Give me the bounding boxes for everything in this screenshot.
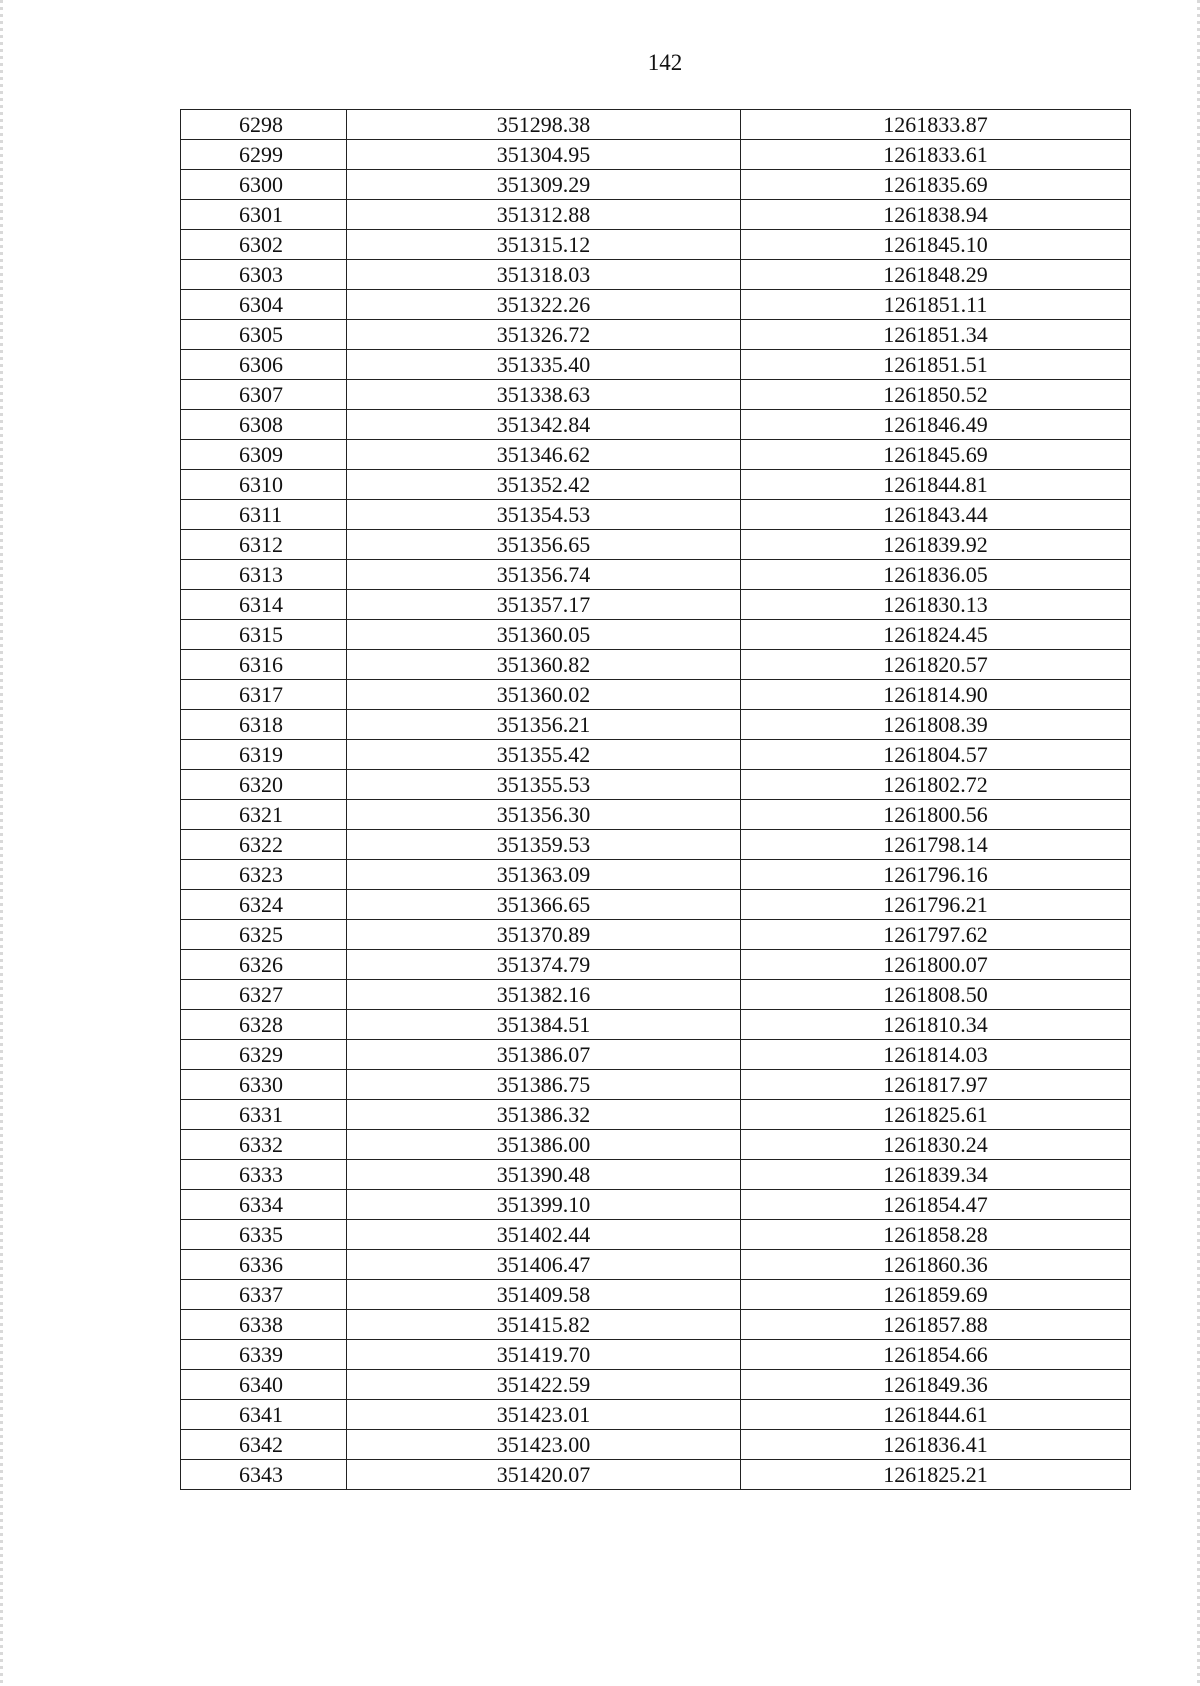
point-number-cell: 6324 bbox=[181, 890, 347, 920]
point-number-cell: 6319 bbox=[181, 740, 347, 770]
x-coordinate-cell: 351356.21 bbox=[347, 710, 741, 740]
point-number-cell: 6311 bbox=[181, 500, 347, 530]
y-coordinate-cell: 1261800.56 bbox=[741, 800, 1131, 830]
table-row bbox=[181, 380, 1131, 410]
y-coordinate-cell: 1261830.24 bbox=[741, 1130, 1131, 1160]
y-coordinate-cell: 1261843.44 bbox=[741, 500, 1131, 530]
x-coordinate-cell: 351386.32 bbox=[347, 1100, 741, 1130]
x-coordinate-cell: 351360.05 bbox=[347, 620, 741, 650]
table-row bbox=[181, 140, 1131, 170]
point-number-cell: 6300 bbox=[181, 170, 347, 200]
point-number-cell: 6343 bbox=[181, 1460, 347, 1490]
table-row bbox=[181, 950, 1131, 980]
table-row bbox=[181, 440, 1131, 470]
point-number-cell: 6334 bbox=[181, 1190, 347, 1220]
table-row bbox=[181, 290, 1131, 320]
y-coordinate-cell: 1261854.47 bbox=[741, 1190, 1131, 1220]
table-row bbox=[181, 590, 1131, 620]
coordinate-table-container bbox=[180, 109, 1131, 1490]
point-number-cell: 6312 bbox=[181, 530, 347, 560]
x-coordinate-cell: 351304.95 bbox=[347, 140, 741, 170]
y-coordinate-cell: 1261854.66 bbox=[741, 1340, 1131, 1370]
point-number-cell: 6339 bbox=[181, 1340, 347, 1370]
y-coordinate-cell: 1261849.36 bbox=[741, 1370, 1131, 1400]
table-row bbox=[181, 1070, 1131, 1100]
table-row bbox=[181, 230, 1131, 260]
y-coordinate-cell: 1261851.34 bbox=[741, 320, 1131, 350]
table-row bbox=[181, 1400, 1131, 1430]
x-coordinate-cell: 351346.62 bbox=[347, 440, 741, 470]
table-row bbox=[181, 710, 1131, 740]
x-coordinate-cell: 351357.17 bbox=[347, 590, 741, 620]
y-coordinate-cell: 1261844.81 bbox=[741, 470, 1131, 500]
point-number-cell: 6317 bbox=[181, 680, 347, 710]
point-number-cell: 6322 bbox=[181, 830, 347, 860]
y-coordinate-cell: 1261839.34 bbox=[741, 1160, 1131, 1190]
y-coordinate-cell: 1261814.03 bbox=[741, 1040, 1131, 1070]
point-number-cell: 6332 bbox=[181, 1130, 347, 1160]
point-number-cell: 6340 bbox=[181, 1370, 347, 1400]
point-number-cell: 6335 bbox=[181, 1220, 347, 1250]
y-coordinate-cell: 1261835.69 bbox=[741, 170, 1131, 200]
page-number: 142 bbox=[647, 50, 683, 75]
point-number-cell: 6309 bbox=[181, 440, 347, 470]
x-coordinate-cell: 351359.53 bbox=[347, 830, 741, 860]
coordinate-table bbox=[180, 109, 1131, 1490]
table-row bbox=[181, 170, 1131, 200]
point-number-cell: 6304 bbox=[181, 290, 347, 320]
point-number-cell: 6299 bbox=[181, 140, 347, 170]
table-row bbox=[181, 1220, 1131, 1250]
table-row bbox=[181, 1010, 1131, 1040]
y-coordinate-cell: 1261810.34 bbox=[741, 1010, 1131, 1040]
x-coordinate-cell: 351406.47 bbox=[347, 1250, 741, 1280]
x-coordinate-cell: 351309.29 bbox=[347, 170, 741, 200]
y-coordinate-cell: 1261804.57 bbox=[741, 740, 1131, 770]
x-coordinate-cell: 351419.70 bbox=[347, 1340, 741, 1370]
table-row bbox=[181, 800, 1131, 830]
x-coordinate-cell: 351312.88 bbox=[347, 200, 741, 230]
y-coordinate-cell: 1261796.16 bbox=[741, 860, 1131, 890]
point-number-cell: 6303 bbox=[181, 260, 347, 290]
table-row bbox=[181, 740, 1131, 770]
point-number-cell: 6318 bbox=[181, 710, 347, 740]
y-coordinate-cell: 1261845.10 bbox=[741, 230, 1131, 260]
x-coordinate-cell: 351374.79 bbox=[347, 950, 741, 980]
x-coordinate-cell: 351355.42 bbox=[347, 740, 741, 770]
y-coordinate-cell: 1261851.51 bbox=[741, 350, 1131, 380]
x-coordinate-cell: 351356.65 bbox=[347, 530, 741, 560]
point-number-cell: 6313 bbox=[181, 560, 347, 590]
point-number-cell: 6326 bbox=[181, 950, 347, 980]
scan-edge-left bbox=[0, 0, 3, 1686]
y-coordinate-cell: 1261850.52 bbox=[741, 380, 1131, 410]
x-coordinate-cell: 351356.74 bbox=[347, 560, 741, 590]
point-number-cell: 6305 bbox=[181, 320, 347, 350]
x-coordinate-cell: 351356.30 bbox=[347, 800, 741, 830]
y-coordinate-cell: 1261860.36 bbox=[741, 1250, 1131, 1280]
table-row bbox=[181, 620, 1131, 650]
point-number-cell: 6302 bbox=[181, 230, 347, 260]
table-row bbox=[181, 860, 1131, 890]
x-coordinate-cell: 351355.53 bbox=[347, 770, 741, 800]
point-number-cell: 6307 bbox=[181, 380, 347, 410]
y-coordinate-cell: 1261838.94 bbox=[741, 200, 1131, 230]
y-coordinate-cell: 1261797.62 bbox=[741, 920, 1131, 950]
x-coordinate-cell: 351423.01 bbox=[347, 1400, 741, 1430]
table-row bbox=[181, 890, 1131, 920]
y-coordinate-cell: 1261824.45 bbox=[741, 620, 1131, 650]
x-coordinate-cell: 351360.02 bbox=[347, 680, 741, 710]
x-coordinate-cell: 351384.51 bbox=[347, 1010, 741, 1040]
point-number-cell: 6338 bbox=[181, 1310, 347, 1340]
y-coordinate-cell: 1261833.87 bbox=[741, 110, 1131, 140]
table-row bbox=[181, 530, 1131, 560]
y-coordinate-cell: 1261851.11 bbox=[741, 290, 1131, 320]
x-coordinate-cell: 351386.07 bbox=[347, 1040, 741, 1070]
point-number-cell: 6333 bbox=[181, 1160, 347, 1190]
x-coordinate-cell: 351422.59 bbox=[347, 1370, 741, 1400]
y-coordinate-cell: 1261858.28 bbox=[741, 1220, 1131, 1250]
point-number-cell: 6321 bbox=[181, 800, 347, 830]
table-row bbox=[181, 320, 1131, 350]
point-number-cell: 6328 bbox=[181, 1010, 347, 1040]
point-number-cell: 6298 bbox=[181, 110, 347, 140]
table-row bbox=[181, 1280, 1131, 1310]
point-number-cell: 6327 bbox=[181, 980, 347, 1010]
point-number-cell: 6330 bbox=[181, 1070, 347, 1100]
table-row bbox=[181, 1250, 1131, 1280]
x-coordinate-cell: 351415.82 bbox=[347, 1310, 741, 1340]
table-row bbox=[181, 1190, 1131, 1220]
table-row bbox=[181, 830, 1131, 860]
table-row bbox=[181, 650, 1131, 680]
y-coordinate-cell: 1261800.07 bbox=[741, 950, 1131, 980]
point-number-cell: 6325 bbox=[181, 920, 347, 950]
y-coordinate-cell: 1261808.50 bbox=[741, 980, 1131, 1010]
x-coordinate-cell: 351322.26 bbox=[347, 290, 741, 320]
x-coordinate-cell: 351402.44 bbox=[347, 1220, 741, 1250]
x-coordinate-cell: 351326.72 bbox=[347, 320, 741, 350]
x-coordinate-cell: 351423.00 bbox=[347, 1430, 741, 1460]
table-row bbox=[181, 470, 1131, 500]
x-coordinate-cell: 351352.42 bbox=[347, 470, 741, 500]
y-coordinate-cell: 1261814.90 bbox=[741, 680, 1131, 710]
point-number-cell: 6323 bbox=[181, 860, 347, 890]
point-number-cell: 6337 bbox=[181, 1280, 347, 1310]
point-number-cell: 6329 bbox=[181, 1040, 347, 1070]
x-coordinate-cell: 351342.84 bbox=[347, 410, 741, 440]
table-row bbox=[181, 1340, 1131, 1370]
y-coordinate-cell: 1261859.69 bbox=[741, 1280, 1131, 1310]
y-coordinate-cell: 1261808.39 bbox=[741, 710, 1131, 740]
table-row bbox=[181, 1130, 1131, 1160]
table-row bbox=[181, 680, 1131, 710]
table-row bbox=[181, 920, 1131, 950]
point-number-cell: 6301 bbox=[181, 200, 347, 230]
x-coordinate-cell: 351382.16 bbox=[347, 980, 741, 1010]
table-row bbox=[181, 1370, 1131, 1400]
y-coordinate-cell: 1261836.05 bbox=[741, 560, 1131, 590]
table-row bbox=[181, 980, 1131, 1010]
x-coordinate-cell: 351354.53 bbox=[347, 500, 741, 530]
point-number-cell: 6310 bbox=[181, 470, 347, 500]
x-coordinate-cell: 351370.89 bbox=[347, 920, 741, 950]
y-coordinate-cell: 1261796.21 bbox=[741, 890, 1131, 920]
table-row bbox=[181, 770, 1131, 800]
table-row bbox=[181, 350, 1131, 380]
x-coordinate-cell: 351335.40 bbox=[347, 350, 741, 380]
y-coordinate-cell: 1261833.61 bbox=[741, 140, 1131, 170]
y-coordinate-cell: 1261848.29 bbox=[741, 260, 1131, 290]
y-coordinate-cell: 1261825.21 bbox=[741, 1460, 1131, 1490]
y-coordinate-cell: 1261825.61 bbox=[741, 1100, 1131, 1130]
table-row bbox=[181, 410, 1131, 440]
y-coordinate-cell: 1261836.41 bbox=[741, 1430, 1131, 1460]
x-coordinate-cell: 351318.03 bbox=[347, 260, 741, 290]
y-coordinate-cell: 1261820.57 bbox=[741, 650, 1131, 680]
x-coordinate-cell: 351420.07 bbox=[347, 1460, 741, 1490]
y-coordinate-cell: 1261845.69 bbox=[741, 440, 1131, 470]
point-number-cell: 6306 bbox=[181, 350, 347, 380]
point-number-cell: 6342 bbox=[181, 1430, 347, 1460]
x-coordinate-cell: 351399.10 bbox=[347, 1190, 741, 1220]
x-coordinate-cell: 351360.82 bbox=[347, 650, 741, 680]
point-number-cell: 6320 bbox=[181, 770, 347, 800]
table-row bbox=[181, 200, 1131, 230]
point-number-cell: 6331 bbox=[181, 1100, 347, 1130]
y-coordinate-cell: 1261857.88 bbox=[741, 1310, 1131, 1340]
x-coordinate-cell: 351315.12 bbox=[347, 230, 741, 260]
y-coordinate-cell: 1261839.92 bbox=[741, 530, 1131, 560]
point-number-cell: 6308 bbox=[181, 410, 347, 440]
table-row bbox=[181, 1040, 1131, 1070]
y-coordinate-cell: 1261846.49 bbox=[741, 410, 1131, 440]
table-row bbox=[181, 1160, 1131, 1190]
x-coordinate-cell: 351298.38 bbox=[347, 110, 741, 140]
point-number-cell: 6314 bbox=[181, 590, 347, 620]
point-number-cell: 6341 bbox=[181, 1400, 347, 1430]
coordinate-table-body bbox=[181, 110, 1131, 1490]
y-coordinate-cell: 1261802.72 bbox=[741, 770, 1131, 800]
x-coordinate-cell: 351386.00 bbox=[347, 1130, 741, 1160]
x-coordinate-cell: 351409.58 bbox=[347, 1280, 741, 1310]
table-row bbox=[181, 560, 1131, 590]
y-coordinate-cell: 1261830.13 bbox=[741, 590, 1131, 620]
point-number-cell: 6336 bbox=[181, 1250, 347, 1280]
x-coordinate-cell: 351338.63 bbox=[347, 380, 741, 410]
x-coordinate-cell: 351386.75 bbox=[347, 1070, 741, 1100]
table-row bbox=[181, 260, 1131, 290]
x-coordinate-cell: 351390.48 bbox=[347, 1160, 741, 1190]
table-row bbox=[181, 500, 1131, 530]
point-number-cell: 6315 bbox=[181, 620, 347, 650]
table-row bbox=[181, 1310, 1131, 1340]
y-coordinate-cell: 1261844.61 bbox=[741, 1400, 1131, 1430]
point-number-cell: 6316 bbox=[181, 650, 347, 680]
x-coordinate-cell: 351366.65 bbox=[347, 890, 741, 920]
y-coordinate-cell: 1261798.14 bbox=[741, 830, 1131, 860]
x-coordinate-cell: 351363.09 bbox=[347, 860, 741, 890]
table-row bbox=[181, 1430, 1131, 1460]
table-row bbox=[181, 1100, 1131, 1130]
y-coordinate-cell: 1261817.97 bbox=[741, 1070, 1131, 1100]
table-row bbox=[181, 110, 1131, 140]
table-row bbox=[181, 1460, 1131, 1490]
